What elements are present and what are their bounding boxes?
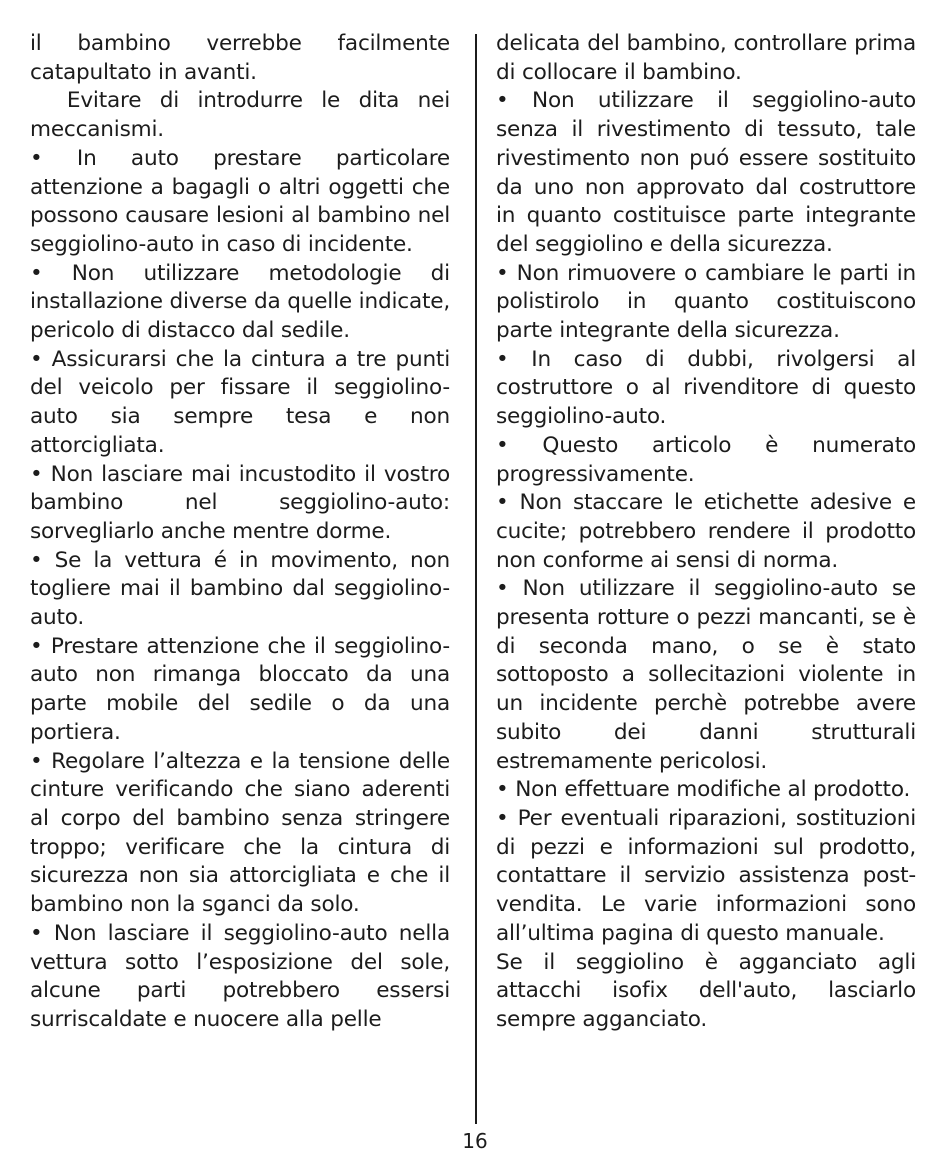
paragraph: • Prestare attenzione che il seggiolino-auto non rimanga bloccato da una parte mobile del sedile o da una portiera. [30,633,450,745]
paragraph: • Non lasciare il seggiolino-auto nella vettura sotto l’esposizione del sole, alcune parti potrebbero essersi surriscaldate e nuocere alla pelle [30,920,450,1032]
paragraph: • Non effettuare modifiche al prodotto. [496,777,911,803]
paragraph: • Non lasciare mai incustodito il vostro bambino nel seggiolino-auto: sorvegliarlo anche mentre dorme. [30,461,450,544]
paragraph: • In caso di dubbi, rivolgersi al costruttore o al rivenditore di questo seggiolino-auto. [496,346,916,430]
paragraph: • Non utilizzare metodologie di installazione diverse da quelle indicate, pericolo di distacco dal sedile. [30,260,450,344]
paragraph: • In auto prestare particolare attenzione a bagagli o altri oggetti che possono causare lesioni al bambino nel seggiolino-auto in caso di incidente. [30,145,450,257]
paragraph: • Non utilizzare il seggiolino-auto senza il rivestimento di tessuto, tale rivestimento non puó essere sostituito da uno non approvato dal costruttore in quanto costituisce parte integrante del seggiolino e della sicurezza. [496,88,916,257]
paragraph: • Assicurarsi che la cintura a tre punti del veicolo per fissare il seggiolino-auto sia sempre tesa e non attorcigliata. [30,346,450,458]
paragraph: • Regolare l’altezza e la tensione delle cinture verificando che siano aderenti al corpo del bambino senza stringere troppo; verificare che la cintura di sicurezza non sia attorcigliata e che il bambino non la sganci da solo. [30,748,450,918]
paragraph: il bambino verrebbe facilmente catapultato in avanti. [30,31,450,85]
right-column [496,30,916,1035]
paragraph: Evitare di introdurre le dita nei meccanismi. [30,88,450,143]
paragraph: delicata del bambino, controllare prima di collocare il bambino. [496,31,916,85]
paragraph: • Non rimuovere o cambiare le parti in polistirolo in quanto costituiscono parte integrante della sicurezza. [496,260,916,344]
page-number: 16 [462,1129,488,1153]
left-column [30,30,450,1035]
paragraph: Se il seggiolino è agganciato agli attacchi isofix dell'auto, lasciarlo sempre agganciato. [496,949,916,1032]
paragraph: • Per eventuali riparazioni, sostituzioni di pezzi e informazioni sul prodotto, contattare il servizio assistenza post-vendita. Le varie informazioni sono all’ultima pagina di questo manuale. [496,805,916,946]
paragraph: • Non utilizzare il seggiolino-auto se presenta rotture o pezzi mancanti, se è di seconda mano, o se è stato sottoposto a sollecitazioni violente in un incidente perchè potrebbe avere subito dei danni strutturali estremamente pericolosi. [496,576,916,774]
column-divider [475,34,477,1124]
paragraph: • Non staccare le etichette adesive e cucite; potrebbero rendere il prodotto non conforme ai sensi di norma. [496,490,916,573]
paragraph: • Questo articolo è numerato progressivamente. [496,432,916,487]
paragraph: • Se la vettura é in movimento, non togliere mai il bambino dal seggiolino-auto. [30,547,450,631]
